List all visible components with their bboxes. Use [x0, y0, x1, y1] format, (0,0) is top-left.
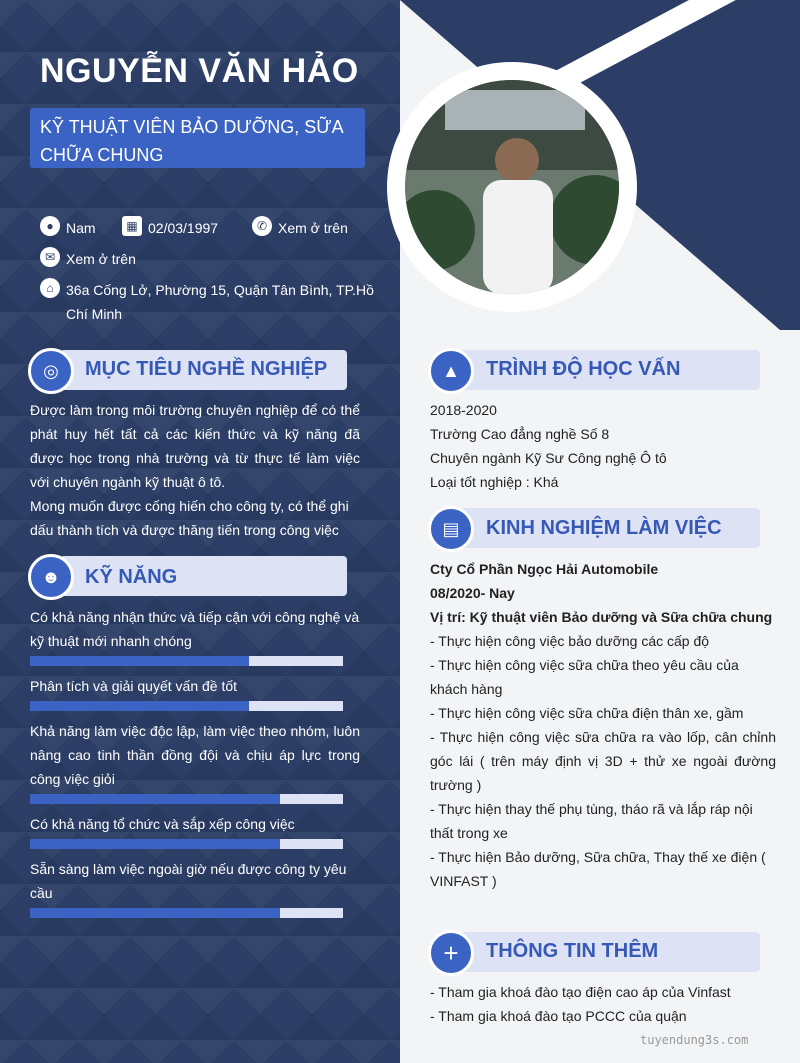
education-line: Loại tốt nghiệp : Khá — [430, 474, 559, 490]
education-line: 2018-2020 — [430, 402, 497, 418]
dob-value: 02/03/1997 — [148, 220, 219, 236]
phone-icon: ✆ — [252, 216, 272, 236]
skill-label: Có khả năng nhận thức và tiếp cận với công nghệ và kỹ thuật mới nhanh chóng — [30, 609, 360, 649]
mail-icon: ✉ — [40, 247, 60, 267]
email-row — [40, 247, 136, 271]
address-row — [40, 278, 385, 326]
task-item: - Thực hiện thay thế phụ tùng, tháo rã và lắp ráp nội thất trong xe — [430, 801, 753, 841]
profile-photo — [405, 80, 619, 294]
education-line: Chuyên ngành Kỹ Sư Công nghệ Ô tô — [430, 450, 667, 466]
email-value: Xem ở trên — [66, 251, 136, 267]
skill-label: Có khả năng tổ chức và sắp xếp công việc — [30, 816, 295, 832]
education-title: TRÌNH ĐỘ HỌC VẤN — [486, 358, 681, 380]
watermark: tuyendung3s.com — [640, 1033, 749, 1047]
job-title: KỸ THUẬT VIÊN BẢO DƯỠNG, SỮA CHỮA CHUNG — [40, 117, 343, 165]
skill-bar — [30, 839, 343, 849]
candidate-name: NGUYỄN VĂN HẢO — [40, 52, 359, 90]
address-value: 36a Cống Lở, Phường 15, Quận Tân Bình, TP.Hồ Chí Minh — [66, 282, 374, 322]
task-item: - Thực hiện công việc sữa chữa theo yêu cầu của khách hàng — [430, 657, 739, 697]
plus-icon: + — [428, 930, 474, 976]
skill-bar — [30, 794, 343, 804]
dob-row — [122, 216, 218, 240]
objective-title: MỤC TIÊU NGHỀ NGHIỆP — [85, 358, 328, 380]
user-icon: ● — [40, 216, 60, 236]
calendar-icon: ▦ — [122, 216, 142, 236]
task-item: - Thực hiện công việc bảo dưỡng các cấp độ — [430, 633, 710, 649]
skill-label: Khả năng làm việc độc lập, làm việc theo nhóm, luôn nâng cao tinh thần đồng đội và chịu áp lực trong công việc giỏi — [30, 723, 360, 787]
skills-title: KỸ NĂNG — [85, 566, 178, 588]
work-period: 08/2020- Nay — [430, 585, 515, 601]
extra-line: - Tham gia khoá đào tạo điện cao áp của Vinfast — [430, 984, 731, 1000]
extra-line: - Tham gia khoá đào tạo PCCC của quận — [430, 1008, 687, 1024]
skill-label: Phân tích và giải quyết vấn đề tốt — [30, 678, 238, 694]
extra-title: THÔNG TIN THÊM — [486, 940, 659, 962]
briefcase-icon: ▤ — [428, 506, 474, 552]
objective-text-2: Mong muốn được cống hiến cho công ty, có thể ghi dấu thành tích và được thăng tiến trong công việc — [30, 498, 349, 538]
skill-bar — [30, 908, 343, 918]
experience-title: KINH NGHIỆM LÀM VIỆC — [486, 517, 722, 539]
home-icon: ⌂ — [40, 278, 60, 298]
task-item: - Thực hiện công việc sữa chữa điện thân xe, gầm — [430, 705, 744, 721]
education-line: Trường Cao đẳng nghề Số 8 — [430, 426, 610, 442]
task-item: - Thực hiện Bảo dưỡng, Sữa chữa, Thay thế xe điện ( VINFAST ) — [430, 849, 766, 889]
phone-row — [252, 216, 348, 240]
work-position: Vị trí: Kỹ thuật viên Bảo dưỡng và Sữa chữa chung — [430, 609, 773, 625]
skill-bar — [30, 656, 343, 666]
objective-text-1: Được làm trong môi trường chuyên nghiệp để có thể phát huy hết tất cả các kiến thức và kỹ năng đã được học trong nhà trường và từ thực tế làm việc với chuyên ngành kỹ thuật ô tô. — [30, 402, 360, 490]
target-icon: ◎ — [28, 348, 74, 394]
gender-value: Nam — [66, 220, 96, 236]
phone-value: Xem ở trên — [278, 220, 348, 236]
company-name: Cty Cổ Phần Ngọc Hải Automobile — [430, 561, 659, 577]
graduation-cap-icon: ▲ — [428, 348, 474, 394]
skill-bar — [30, 701, 343, 711]
brain-icon: ☻ — [28, 554, 74, 600]
task-item: - Thực hiện công việc sữa chữa ra vào lốp, cân chỉnh góc lái ( trên máy định vị 3D + thử xe ngoài đường trường ) — [430, 729, 776, 793]
gender-row — [40, 216, 96, 240]
skill-label: Sẵn sàng làm việc ngoài giờ nếu được công ty yêu cầu — [30, 861, 347, 901]
